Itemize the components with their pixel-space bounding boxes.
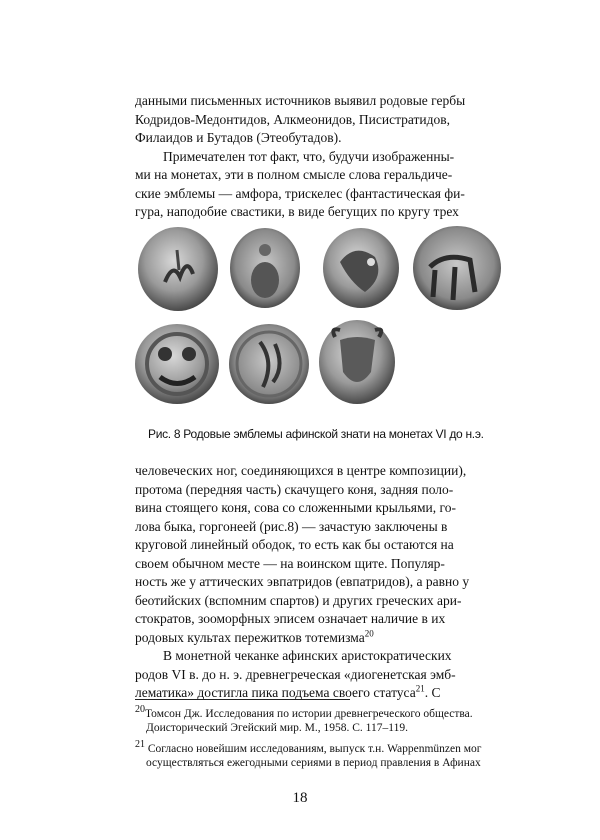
figure-caption: Рис. 8 Родовые эмблемы афинской знати на монетах VI до н.э.: [148, 427, 484, 441]
amphora-coin-icon: [138, 227, 218, 311]
coin-plate-figure: [135, 222, 505, 412]
text-line: Кодридов-Медонтидов, Алкмеонидов, Писистратидов,: [135, 111, 451, 127]
text-line: данными письменных источников выявил родовые гербы: [135, 93, 466, 108]
paragraph-3: [135, 462, 503, 647]
text-line: стократов, зооморфных эписем означает наличие в их: [135, 611, 446, 626]
footnote-text: осуществляться ежегодными сериями в период правления в Афинах: [146, 757, 481, 769]
footnote-text: Согласно новейшим исследованиям, выпуск т.н. Wappenmünzen мог: [147, 743, 482, 755]
footnote-ref-20[interactable]: 20: [364, 628, 374, 638]
gorgoneion-coin-icon: [135, 324, 219, 404]
text-line: своем обычном месте — на воинском щите. Популяр-: [135, 555, 445, 571]
footnote-separator: [135, 699, 350, 700]
footnote-20: [135, 704, 505, 735]
paragraph-1: [135, 92, 503, 148]
footnote-number: 20: [135, 704, 145, 716]
footnote-text: Доисторический Эгейский мир. М., 1958. С. 117–119.: [146, 722, 408, 734]
text-line: протома (передняя часть) скачущего коня, задняя поло-: [135, 481, 454, 497]
horse-protome-coin-icon: [230, 228, 300, 308]
footnote-21: [135, 739, 505, 770]
footnote-number: 21: [135, 739, 145, 751]
text-line: беотийских (вспомним спартов) и других греческих ари-: [135, 592, 462, 608]
text-line: человеческих ног, соединяющихся в центре композиции),: [135, 463, 467, 478]
text-line: . С: [424, 685, 441, 700]
paragraph-2: [135, 148, 503, 222]
page-number: 18: [292, 790, 308, 806]
text-line: ность же у аттических эвпатридов (евпатридов), а равно у: [135, 574, 470, 589]
text-line: Филаидов и Бутадов (Этеобутадов).: [135, 130, 342, 145]
owl-coin-icon: [323, 228, 399, 308]
footnote-text: Томсон Дж. Исследования по истории древнегреческого общества.: [145, 708, 473, 720]
text-line: круговой линейный ободок, то есть как бы остаются на: [135, 537, 454, 552]
paragraph-4: [135, 647, 503, 703]
text-line: лова быка, горгонеей (рис.8) — зачастую заключены в: [135, 518, 448, 534]
text-line: ми на монетах, эти в полном смысле слова геральдиче-: [135, 167, 453, 182]
text-line: родовых культах пережитков тотемизма: [135, 629, 365, 645]
bull-head-coin-icon: [319, 320, 395, 404]
body-text-bottom: [135, 462, 503, 703]
text-line: лематика» достигла пика подъема своего статуса: [135, 685, 416, 700]
text-line: родов VI в. до н. э. древнегреческая «диогенетская эмб-: [135, 666, 456, 682]
text-line: ские эмблемы — амфора, трискелес (фантастическая фи-: [135, 185, 465, 201]
body-text-top: [135, 92, 503, 222]
text-line: В монетной чеканке афинских аристократических: [163, 648, 452, 663]
horse-hindquarters-coin-icon: [413, 226, 501, 310]
text-line: Примечателен тот факт, что, будучи изображенны-: [163, 148, 455, 164]
text-line: гура, наподобие свастики, в виде бегущих по кругу трех: [135, 204, 459, 219]
coins-illustration: [135, 222, 505, 412]
footnote-ref-21[interactable]: 21: [415, 683, 425, 694]
text-line: вина стоящего коня, сова со сложенными крыльями, го-: [135, 500, 456, 515]
triskeles-coin-icon: [229, 324, 309, 404]
